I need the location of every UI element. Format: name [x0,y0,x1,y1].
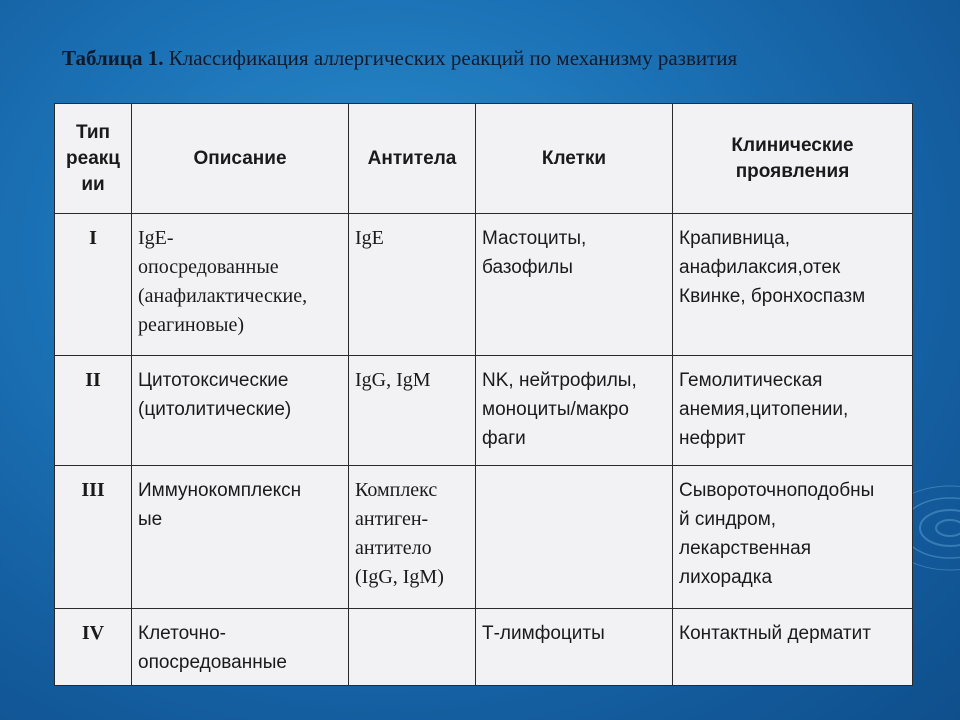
header-antibodies: Антитела [349,104,476,214]
row-clinical: Гемолитическая анемия,цитопении, нефрит [673,356,913,466]
row-type: III [55,466,132,609]
caption-label: Таблица 1. [62,46,164,70]
header-type: Тип реакц ии [55,104,132,214]
allergy-classification-table [54,103,913,686]
row-description: Клеточно- опосредованные [132,609,349,686]
table-caption [62,44,922,72]
row-description: Иммунокомплексн ые [132,466,349,609]
row-clinical: Крапивница, анафилаксия,отек Квинке, бронхоспазм [673,214,913,356]
row-antibodies: IgG, IgM [349,356,476,466]
row-type: IV [55,609,132,686]
row-description: Цитотоксические (цитолитические) [132,356,349,466]
row-cells: NK, нейтрофилы, моноциты/макро фаги [476,356,673,466]
row-cells: Т-лимфоциты [476,609,673,686]
header-description: Описание [132,104,349,214]
row-antibodies: Комплекс антиген- антитело (IgG, IgM) [349,466,476,609]
row-type: II [55,356,132,466]
row-cells: Мастоциты, базофилы [476,214,673,356]
row-antibodies [349,609,476,686]
row-description: IgE- опосредованные (анафилактические, реагиновые) [132,214,349,356]
row-clinical: Сывороточноподобны й синдром, лекарственная лихорадка [673,466,913,609]
table-row [55,356,913,466]
header-clinical: Клинические проявления [673,104,913,214]
row-clinical: Контактный дерматит [673,609,913,686]
row-type: I [55,214,132,356]
row-antibodies: IgE [349,214,476,356]
header-cells: Клетки [476,104,673,214]
table-row [55,214,913,356]
caption-text: Классификация аллергических реакций по механизму развития [163,46,738,70]
header-row [55,104,913,214]
table-row [55,609,913,686]
table-row [55,466,913,609]
row-cells [476,466,673,609]
